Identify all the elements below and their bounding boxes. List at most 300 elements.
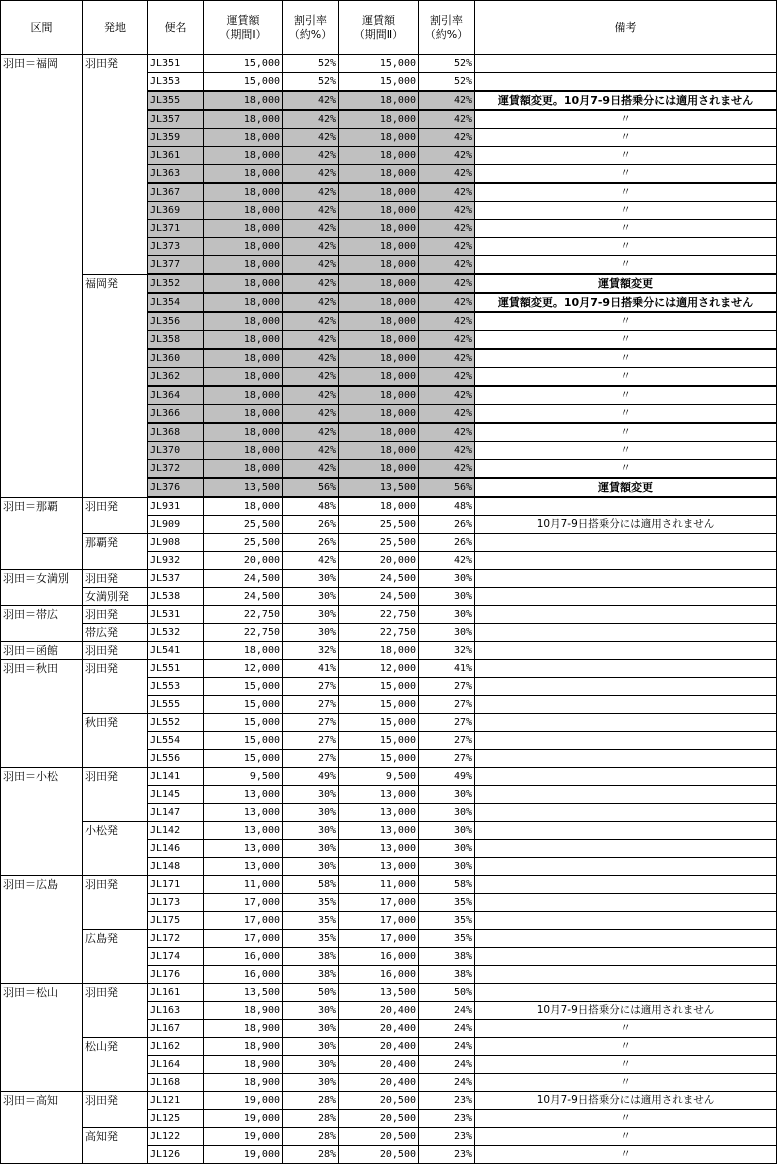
fare-period-2-cell: 18,000 xyxy=(339,312,419,331)
fare-period-2-cell: 17,000 xyxy=(339,912,419,930)
fare-period-1-cell: 13,000 xyxy=(204,822,283,840)
note-cell: 〃 xyxy=(475,442,777,460)
flight-cell: JL531 xyxy=(148,606,204,624)
fare-period-1-cell: 18,900 xyxy=(204,1002,283,1020)
fare-period-1-cell: 13,000 xyxy=(204,786,283,804)
fare-period-1-cell: 18,000 xyxy=(204,129,283,147)
fare-period-2-cell: 15,000 xyxy=(339,732,419,750)
flight-cell: JL125 xyxy=(148,1110,204,1128)
rate-1-cell: 42% xyxy=(283,405,339,424)
fare-period-2-cell: 18,000 xyxy=(339,331,419,350)
note-cell: 〃 xyxy=(475,386,777,405)
table-row xyxy=(1,984,777,1002)
rate-1-cell: 30% xyxy=(283,822,339,840)
note-cell: 運賃額変更 xyxy=(475,478,777,497)
fare-period-2-cell: 18,000 xyxy=(339,368,419,387)
table-row xyxy=(1,714,777,732)
fare-period-1-cell: 18,000 xyxy=(204,91,283,110)
note-cell: 10月7-9日搭乗分には適用されません xyxy=(475,516,777,534)
flight-cell: JL908 xyxy=(148,534,204,552)
fare-period-1-cell: 18,000 xyxy=(204,256,283,275)
rate-1-cell: 52% xyxy=(283,55,339,73)
rate-1-cell: 30% xyxy=(283,1056,339,1074)
fare-period-1-cell: 16,000 xyxy=(204,966,283,984)
fare-period-1-cell: 18,000 xyxy=(204,202,283,220)
table-row xyxy=(1,274,777,293)
flight-cell: JL366 xyxy=(148,405,204,424)
note-cell xyxy=(475,804,777,822)
note-cell xyxy=(475,534,777,552)
fare-period-2-cell: 13,000 xyxy=(339,822,419,840)
rate-2-cell: 42% xyxy=(419,274,475,293)
rate-1-cell: 42% xyxy=(283,274,339,293)
table-row xyxy=(1,1128,777,1146)
rate-1-cell: 30% xyxy=(283,1074,339,1092)
flight-cell: JL551 xyxy=(148,660,204,678)
header-fare-period-1: 運賃額 （期間Ⅰ） xyxy=(204,1,283,55)
flight-cell: JL176 xyxy=(148,966,204,984)
note-cell xyxy=(475,588,777,606)
rate-2-cell: 27% xyxy=(419,750,475,768)
rate-2-cell: 30% xyxy=(419,840,475,858)
rate-2-cell: 42% xyxy=(419,312,475,331)
flight-cell: JL163 xyxy=(148,1002,204,1020)
rate-1-cell: 50% xyxy=(283,984,339,1002)
flight-cell: JL360 xyxy=(148,349,204,368)
note-cell xyxy=(475,606,777,624)
rate-1-cell: 30% xyxy=(283,804,339,822)
note-cell xyxy=(475,497,777,516)
rate-2-cell: 35% xyxy=(419,930,475,948)
fare-period-2-cell: 24,500 xyxy=(339,570,419,588)
flight-cell: JL148 xyxy=(148,858,204,876)
rate-2-cell: 38% xyxy=(419,948,475,966)
note-cell: 〃 xyxy=(475,147,777,165)
fare-period-2-cell: 15,000 xyxy=(339,55,419,73)
rate-2-cell: 30% xyxy=(419,858,475,876)
rate-2-cell: 42% xyxy=(419,202,475,220)
fare-period-2-cell: 20,000 xyxy=(339,552,419,570)
rate-2-cell: 42% xyxy=(419,349,475,368)
rate-2-cell: 42% xyxy=(419,91,475,110)
table-row xyxy=(1,660,777,678)
fare-period-2-cell: 15,000 xyxy=(339,714,419,732)
rate-2-cell: 23% xyxy=(419,1146,475,1164)
note-cell: 〃 xyxy=(475,1128,777,1146)
fare-period-1-cell: 18,000 xyxy=(204,442,283,460)
rate-2-cell: 23% xyxy=(419,1128,475,1146)
rate-2-cell: 42% xyxy=(419,293,475,312)
rate-1-cell: 26% xyxy=(283,516,339,534)
fare-period-2-cell: 18,000 xyxy=(339,274,419,293)
rate-1-cell: 27% xyxy=(283,750,339,768)
flight-cell: JL362 xyxy=(148,368,204,387)
fare-period-1-cell: 18,000 xyxy=(204,147,283,165)
fare-period-2-cell: 18,000 xyxy=(339,147,419,165)
origin-cell: 高知発 xyxy=(83,1128,148,1164)
fare-period-2-cell: 18,000 xyxy=(339,165,419,184)
section-cell: 羽田＝那覇 xyxy=(1,497,83,570)
fare-period-2-cell: 17,000 xyxy=(339,930,419,948)
rate-2-cell: 35% xyxy=(419,912,475,930)
flight-cell: JL368 xyxy=(148,423,204,442)
rate-2-cell: 42% xyxy=(419,147,475,165)
rate-1-cell: 42% xyxy=(283,460,339,479)
fare-period-1-cell: 18,000 xyxy=(204,274,283,293)
fare-period-1-cell: 18,000 xyxy=(204,183,283,202)
table-body xyxy=(1,55,777,1164)
header-origin: 発地 xyxy=(83,1,148,55)
fare-period-1-cell: 15,000 xyxy=(204,750,283,768)
note-cell xyxy=(475,552,777,570)
rate-2-cell: 24% xyxy=(419,1056,475,1074)
fare-period-1-cell: 18,900 xyxy=(204,1056,283,1074)
rate-2-cell: 23% xyxy=(419,1092,475,1110)
rate-2-cell: 42% xyxy=(419,110,475,129)
note-cell xyxy=(475,912,777,930)
header-note: 備考 xyxy=(475,1,777,55)
fare-period-2-cell: 20,400 xyxy=(339,1056,419,1074)
flight-cell: JL145 xyxy=(148,786,204,804)
section-cell: 羽田＝小松 xyxy=(1,768,83,876)
rate-1-cell: 27% xyxy=(283,678,339,696)
note-cell: 〃 xyxy=(475,110,777,129)
rate-1-cell: 42% xyxy=(283,442,339,460)
rate-2-cell: 30% xyxy=(419,804,475,822)
note-cell xyxy=(475,73,777,92)
rate-1-cell: 30% xyxy=(283,1002,339,1020)
table-row xyxy=(1,588,777,606)
rate-2-cell: 30% xyxy=(419,606,475,624)
fare-period-2-cell: 22,750 xyxy=(339,624,419,642)
table-row xyxy=(1,624,777,642)
fare-period-1-cell: 22,750 xyxy=(204,624,283,642)
fare-period-1-cell: 13,500 xyxy=(204,984,283,1002)
flight-cell: JL932 xyxy=(148,552,204,570)
rate-1-cell: 28% xyxy=(283,1146,339,1164)
rate-2-cell: 30% xyxy=(419,822,475,840)
flight-cell: JL161 xyxy=(148,984,204,1002)
fare-period-2-cell: 20,500 xyxy=(339,1128,419,1146)
rate-1-cell: 30% xyxy=(283,858,339,876)
rate-1-cell: 30% xyxy=(283,786,339,804)
fare-period-1-cell: 25,500 xyxy=(204,516,283,534)
note-cell xyxy=(475,660,777,678)
fare-period-2-cell: 13,000 xyxy=(339,858,419,876)
note-cell: 〃 xyxy=(475,331,777,350)
flight-cell: JL357 xyxy=(148,110,204,129)
rate-2-cell: 52% xyxy=(419,55,475,73)
flight-cell: JL552 xyxy=(148,714,204,732)
origin-cell: 羽田発 xyxy=(83,660,148,714)
origin-cell: 羽田発 xyxy=(83,570,148,588)
note-cell xyxy=(475,984,777,1002)
origin-cell: 羽田発 xyxy=(83,497,148,534)
note-cell: 〃 xyxy=(475,405,777,424)
fare-period-1-cell: 25,500 xyxy=(204,534,283,552)
rate-2-cell: 42% xyxy=(419,129,475,147)
flight-cell: JL358 xyxy=(148,331,204,350)
flight-cell: JL373 xyxy=(148,238,204,256)
origin-cell: 帯広発 xyxy=(83,624,148,642)
flight-cell: JL173 xyxy=(148,894,204,912)
note-cell: 10月7-9日搭乗分には適用されません xyxy=(475,1002,777,1020)
fare-period-1-cell: 15,000 xyxy=(204,55,283,73)
fare-period-2-cell: 20,400 xyxy=(339,1020,419,1038)
rate-1-cell: 42% xyxy=(283,256,339,275)
rate-2-cell: 42% xyxy=(419,331,475,350)
rate-1-cell: 42% xyxy=(283,165,339,184)
note-cell: 〃 xyxy=(475,460,777,479)
fare-period-1-cell: 18,000 xyxy=(204,293,283,312)
rate-2-cell: 42% xyxy=(419,460,475,479)
flight-cell: JL367 xyxy=(148,183,204,202)
fare-period-1-cell: 9,500 xyxy=(204,768,283,786)
fare-period-1-cell: 19,000 xyxy=(204,1128,283,1146)
flight-cell: JL353 xyxy=(148,73,204,92)
flight-cell: JL168 xyxy=(148,1074,204,1092)
rate-1-cell: 38% xyxy=(283,966,339,984)
rate-2-cell: 24% xyxy=(419,1002,475,1020)
rate-1-cell: 52% xyxy=(283,73,339,92)
flight-cell: JL371 xyxy=(148,220,204,238)
rate-1-cell: 26% xyxy=(283,534,339,552)
fare-period-1-cell: 18,000 xyxy=(204,238,283,256)
fare-period-1-cell: 15,000 xyxy=(204,696,283,714)
fare-period-2-cell: 12,000 xyxy=(339,660,419,678)
origin-cell: 羽田発 xyxy=(83,642,148,660)
rate-1-cell: 35% xyxy=(283,912,339,930)
fare-period-2-cell: 13,000 xyxy=(339,804,419,822)
table-row xyxy=(1,570,777,588)
note-cell xyxy=(475,930,777,948)
header-rate-1: 割引率 （約%） xyxy=(283,1,339,55)
fare-period-2-cell: 20,400 xyxy=(339,1002,419,1020)
fare-period-2-cell: 18,000 xyxy=(339,423,419,442)
fare-period-1-cell: 24,500 xyxy=(204,588,283,606)
rate-1-cell: 42% xyxy=(283,423,339,442)
rate-2-cell: 23% xyxy=(419,1110,475,1128)
note-cell xyxy=(475,714,777,732)
origin-cell: 松山発 xyxy=(83,1038,148,1092)
flight-cell: JL556 xyxy=(148,750,204,768)
section-cell: 羽田＝福岡 xyxy=(1,55,83,498)
rate-2-cell: 42% xyxy=(419,442,475,460)
rate-1-cell: 38% xyxy=(283,948,339,966)
flight-cell: JL147 xyxy=(148,804,204,822)
flight-cell: JL164 xyxy=(148,1056,204,1074)
table-row xyxy=(1,642,777,660)
fare-period-1-cell: 15,000 xyxy=(204,73,283,92)
rate-1-cell: 42% xyxy=(283,386,339,405)
rate-2-cell: 32% xyxy=(419,642,475,660)
table-header xyxy=(1,1,777,55)
rate-1-cell: 42% xyxy=(283,238,339,256)
flight-cell: JL369 xyxy=(148,202,204,220)
section-cell: 羽田＝秋田 xyxy=(1,660,83,768)
flight-cell: JL553 xyxy=(148,678,204,696)
fare-period-1-cell: 22,750 xyxy=(204,606,283,624)
rate-1-cell: 27% xyxy=(283,696,339,714)
origin-cell: 羽田発 xyxy=(83,876,148,930)
rate-1-cell: 28% xyxy=(283,1110,339,1128)
fare-period-2-cell: 18,000 xyxy=(339,256,419,275)
note-cell: 〃 xyxy=(475,129,777,147)
fare-period-2-cell: 15,000 xyxy=(339,696,419,714)
rate-1-cell: 42% xyxy=(283,368,339,387)
table-row xyxy=(1,55,777,73)
rate-1-cell: 27% xyxy=(283,732,339,750)
fare-period-2-cell: 15,000 xyxy=(339,750,419,768)
flight-cell: JL355 xyxy=(148,91,204,110)
origin-cell: 羽田発 xyxy=(83,1092,148,1128)
section-cell: 羽田＝女満別 xyxy=(1,570,83,606)
rate-1-cell: 58% xyxy=(283,876,339,894)
origin-cell: 那覇発 xyxy=(83,534,148,570)
origin-cell: 羽田発 xyxy=(83,606,148,624)
fare-period-1-cell: 24,500 xyxy=(204,570,283,588)
rate-1-cell: 42% xyxy=(283,349,339,368)
rate-2-cell: 27% xyxy=(419,732,475,750)
rate-1-cell: 30% xyxy=(283,570,339,588)
rate-1-cell: 42% xyxy=(283,183,339,202)
note-cell: 〃 xyxy=(475,368,777,387)
note-cell: 〃 xyxy=(475,349,777,368)
fare-period-1-cell: 15,000 xyxy=(204,678,283,696)
fare-period-1-cell: 19,000 xyxy=(204,1110,283,1128)
origin-cell: 広島発 xyxy=(83,930,148,984)
flight-cell: JL174 xyxy=(148,948,204,966)
flight-cell: JL377 xyxy=(148,256,204,275)
fare-period-1-cell: 18,000 xyxy=(204,642,283,660)
flight-cell: JL354 xyxy=(148,293,204,312)
flight-cell: JL171 xyxy=(148,876,204,894)
flight-cell: JL537 xyxy=(148,570,204,588)
rate-1-cell: 49% xyxy=(283,768,339,786)
rate-2-cell: 42% xyxy=(419,220,475,238)
rate-2-cell: 27% xyxy=(419,696,475,714)
rate-1-cell: 42% xyxy=(283,202,339,220)
rate-1-cell: 48% xyxy=(283,497,339,516)
fare-period-2-cell: 18,000 xyxy=(339,238,419,256)
note-cell: 〃 xyxy=(475,202,777,220)
note-cell: 10月7-9日搭乗分には適用されません xyxy=(475,1092,777,1110)
flight-cell: JL555 xyxy=(148,696,204,714)
flight-cell: JL532 xyxy=(148,624,204,642)
fare-period-2-cell: 18,000 xyxy=(339,110,419,129)
origin-cell: 福岡発 xyxy=(83,274,148,497)
flight-cell: JL122 xyxy=(148,1128,204,1146)
rate-2-cell: 52% xyxy=(419,73,475,92)
flight-cell: JL175 xyxy=(148,912,204,930)
table-row xyxy=(1,606,777,624)
flight-cell: JL364 xyxy=(148,386,204,405)
note-cell: 〃 xyxy=(475,183,777,202)
rate-1-cell: 42% xyxy=(283,220,339,238)
fare-period-1-cell: 20,000 xyxy=(204,552,283,570)
rate-2-cell: 30% xyxy=(419,624,475,642)
fare-period-1-cell: 16,000 xyxy=(204,948,283,966)
section-cell: 羽田＝広島 xyxy=(1,876,83,984)
note-cell xyxy=(475,822,777,840)
rate-1-cell: 30% xyxy=(283,1038,339,1056)
rate-2-cell: 50% xyxy=(419,984,475,1002)
rate-2-cell: 58% xyxy=(419,876,475,894)
fare-period-2-cell: 13,000 xyxy=(339,840,419,858)
section-cell: 羽田＝帯広 xyxy=(1,606,83,642)
fare-period-1-cell: 17,000 xyxy=(204,894,283,912)
note-cell xyxy=(475,624,777,642)
fare-period-1-cell: 17,000 xyxy=(204,930,283,948)
flight-cell: JL554 xyxy=(148,732,204,750)
rate-2-cell: 30% xyxy=(419,570,475,588)
section-cell: 羽田＝函館 xyxy=(1,642,83,660)
rate-1-cell: 30% xyxy=(283,606,339,624)
fare-period-1-cell: 18,900 xyxy=(204,1020,283,1038)
flight-cell: JL372 xyxy=(148,460,204,479)
header-flight: 便名 xyxy=(148,1,204,55)
rate-2-cell: 42% xyxy=(419,386,475,405)
rate-2-cell: 38% xyxy=(419,966,475,984)
fare-period-1-cell: 18,900 xyxy=(204,1038,283,1056)
fare-period-1-cell: 18,000 xyxy=(204,386,283,405)
fare-period-2-cell: 13,500 xyxy=(339,478,419,497)
fare-period-2-cell: 25,500 xyxy=(339,516,419,534)
flight-cell: JL121 xyxy=(148,1092,204,1110)
fare-period-1-cell: 13,000 xyxy=(204,804,283,822)
rate-2-cell: 24% xyxy=(419,1020,475,1038)
table-row xyxy=(1,1038,777,1056)
note-cell: 〃 xyxy=(475,220,777,238)
flight-cell: JL162 xyxy=(148,1038,204,1056)
origin-cell: 羽田発 xyxy=(83,55,148,275)
rate-2-cell: 48% xyxy=(419,497,475,516)
fare-period-2-cell: 15,000 xyxy=(339,73,419,92)
rate-1-cell: 42% xyxy=(283,110,339,129)
note-cell: 〃 xyxy=(475,238,777,256)
fare-period-2-cell: 18,000 xyxy=(339,497,419,516)
flight-cell: JL352 xyxy=(148,274,204,293)
fare-period-2-cell: 13,500 xyxy=(339,984,419,1002)
fare-period-2-cell: 18,000 xyxy=(339,460,419,479)
rate-2-cell: 27% xyxy=(419,678,475,696)
flight-cell: JL909 xyxy=(148,516,204,534)
note-cell xyxy=(475,55,777,73)
flight-cell: JL538 xyxy=(148,588,204,606)
rate-2-cell: 26% xyxy=(419,534,475,552)
flight-cell: JL141 xyxy=(148,768,204,786)
rate-2-cell: 42% xyxy=(419,423,475,442)
rate-1-cell: 41% xyxy=(283,660,339,678)
note-cell: 〃 xyxy=(475,1110,777,1128)
flight-cell: JL541 xyxy=(148,642,204,660)
fare-period-1-cell: 18,000 xyxy=(204,368,283,387)
origin-cell: 女満別発 xyxy=(83,588,148,606)
rate-1-cell: 30% xyxy=(283,588,339,606)
origin-cell: 羽田発 xyxy=(83,984,148,1038)
fare-period-2-cell: 20,500 xyxy=(339,1110,419,1128)
origin-cell: 秋田発 xyxy=(83,714,148,768)
section-cell: 羽田＝高知 xyxy=(1,1092,83,1164)
fare-period-1-cell: 13,000 xyxy=(204,858,283,876)
fare-period-2-cell: 18,000 xyxy=(339,442,419,460)
note-cell: 運賃額変更 xyxy=(475,274,777,293)
rate-2-cell: 42% xyxy=(419,405,475,424)
fare-period-1-cell: 15,000 xyxy=(204,732,283,750)
fare-period-2-cell: 18,000 xyxy=(339,386,419,405)
rate-1-cell: 42% xyxy=(283,331,339,350)
rate-1-cell: 30% xyxy=(283,840,339,858)
